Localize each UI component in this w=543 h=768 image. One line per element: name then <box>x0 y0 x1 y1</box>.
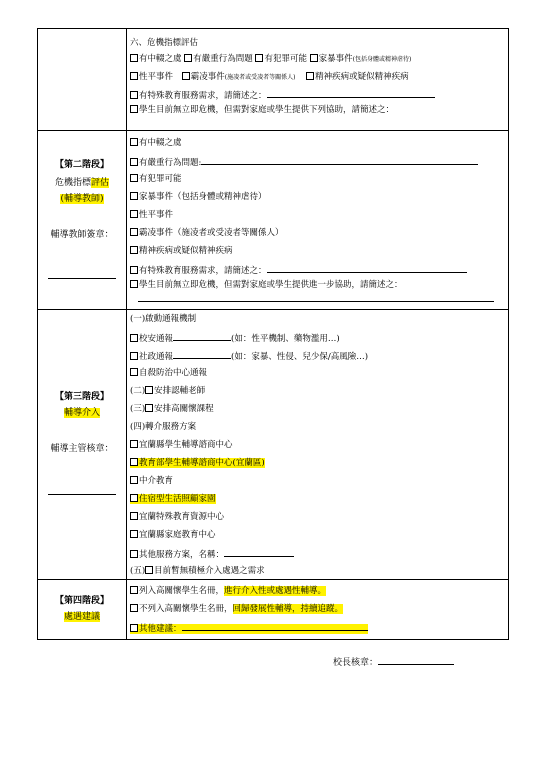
section6-row3: 有特殊教育服務需求，請簡述之： <box>130 88 435 102</box>
stage4-option: 不列入高關懷學生名冊，回歸發展性輔導，持續追蹤。 <box>130 603 343 615</box>
checkbox[interactable] <box>130 210 138 218</box>
row-divider-3 <box>38 579 508 580</box>
checkbox[interactable] <box>130 280 138 288</box>
checkbox[interactable] <box>255 54 263 62</box>
answer-line[interactable] <box>173 331 231 341</box>
stage2-item: 有嚴重行為問題: <box>130 155 478 169</box>
checkbox[interactable] <box>130 494 138 502</box>
stage3-item: (二) 安排認輔老師 <box>130 386 206 396</box>
checkbox[interactable] <box>130 266 138 274</box>
checkbox[interactable] <box>130 72 138 80</box>
checkbox[interactable] <box>130 246 138 254</box>
teacher-signature-line[interactable] <box>48 278 116 279</box>
stage4-option: 其他建議： <box>130 621 368 635</box>
stage2-item: 有犯罪可能 <box>130 173 182 185</box>
answer-line[interactable] <box>173 349 231 359</box>
stage4-option: 列入高關懷學生名冊，進行介入性或處遇性輔導。 <box>130 585 326 597</box>
checkbox[interactable] <box>130 91 138 99</box>
stage2-item: 學生目前無立即危機，但需對家庭或學生提供進一步協助，請簡述之： <box>130 279 403 291</box>
stage2-item: 性平事件 <box>130 209 173 221</box>
principal-signature <box>333 655 454 668</box>
stage3-item: (四)轉介服務方案 <box>130 422 197 432</box>
checkbox[interactable] <box>130 138 138 146</box>
checkbox[interactable] <box>130 586 138 594</box>
checkbox[interactable] <box>130 624 138 632</box>
answer-line[interactable] <box>182 621 368 631</box>
stage3-item: 宜蘭縣學生輔導諮商中心 <box>130 439 233 451</box>
answer-line[interactable] <box>267 263 467 273</box>
stage3-item: 自殺防治中心通報 <box>130 367 207 379</box>
checkbox[interactable] <box>130 352 138 360</box>
checkbox[interactable] <box>130 105 138 113</box>
checkbox[interactable] <box>306 72 314 80</box>
checkbox[interactable] <box>130 458 138 466</box>
section6-row4: 學生目前無立即危機，但需對家庭或學生提供下列協助，請簡述之： <box>130 104 394 116</box>
stage3-item: 教育部學生輔導諮商中心(宜蘭區) <box>130 457 265 469</box>
stage3-item: 中介教育 <box>130 475 173 487</box>
stage3-item: (一)啟動通報機制 <box>130 314 197 324</box>
checkbox[interactable] <box>145 404 153 412</box>
checkbox[interactable] <box>184 54 192 62</box>
stage2-item: 有中輟之虞 <box>130 137 182 149</box>
answer-line[interactable] <box>201 155 478 165</box>
stage2-item: 家暴事件（包括身體或精神虐待） <box>130 191 267 203</box>
stage3-item: 宜蘭特殊教育資源中心 <box>130 511 224 523</box>
stage3-item: 社政通報 (如：家暴、性侵、兒少保/高風險…) <box>130 349 368 363</box>
stage2-item: 霸凌事件（施凌者或受凌者等關係人） <box>130 227 284 239</box>
checkbox[interactable] <box>310 54 318 62</box>
column-divider <box>126 29 127 639</box>
stage2-item: 有特殊教育服務需求，請簡述之： <box>130 263 467 277</box>
stage3-item: 住宿型生活照顧家園 <box>130 493 216 505</box>
principal-signature-line[interactable] <box>378 655 454 665</box>
row-divider-1 <box>38 130 508 131</box>
checkbox[interactable] <box>130 228 138 236</box>
checkbox[interactable] <box>130 174 138 182</box>
stage3-item: 宜蘭縣家庭教育中心 <box>130 529 216 541</box>
stage3-item: (五) 目前暫無積極介入處遇之需求 <box>130 566 265 576</box>
supervisor-signature-line[interactable] <box>48 494 116 495</box>
stage4-label: 【第四階段】 處遇建議 <box>54 596 109 622</box>
checkbox[interactable] <box>182 72 190 80</box>
checkbox[interactable] <box>130 440 138 448</box>
checkbox[interactable] <box>130 54 138 62</box>
answer-line[interactable] <box>138 301 494 302</box>
checkbox[interactable] <box>130 512 138 520</box>
checkbox[interactable] <box>130 192 138 200</box>
checkbox[interactable] <box>130 550 138 558</box>
checkbox[interactable] <box>145 566 153 574</box>
stage3-label: 【第三階段】 輔導介入 輔導主管核章： <box>50 392 114 454</box>
stage2-item: 精神疾病或疑似精神疾病 <box>130 245 233 257</box>
stage3-item: (三) 安排高關懷課程 <box>130 404 214 414</box>
assessment-table <box>37 28 509 640</box>
section6-title: 六、危機指標評估 <box>130 38 199 48</box>
stage3-item: 其他服務方案，名稱： <box>130 547 294 561</box>
section6-row2: 性平事件 霸凌事件(施凌者或受凌者等關係人) 精神疾病或疑似精神疾病 <box>130 71 409 84</box>
checkbox[interactable] <box>130 530 138 538</box>
stage3-item: 校安通報 (如：性平機制、藥物濫用…) <box>130 331 340 345</box>
checkbox[interactable] <box>130 368 138 376</box>
stage2-label: 【第二階段】 危機指標評估 (輔導教師) 輔導教師簽章： <box>50 160 114 240</box>
row-divider-2 <box>38 309 508 310</box>
checkbox[interactable] <box>130 476 138 484</box>
checkbox[interactable] <box>130 604 138 612</box>
section6-row1: 有中輟之虞 有嚴重行為問題 有犯罪可能 家暴事件(包括身體或精神虐待) <box>130 53 411 66</box>
answer-line[interactable] <box>224 547 294 557</box>
answer-line[interactable] <box>267 88 435 98</box>
principal-label: 校長核章： <box>333 658 379 668</box>
checkbox[interactable] <box>145 386 153 394</box>
checkbox[interactable] <box>130 334 138 342</box>
checkbox[interactable] <box>130 158 138 166</box>
